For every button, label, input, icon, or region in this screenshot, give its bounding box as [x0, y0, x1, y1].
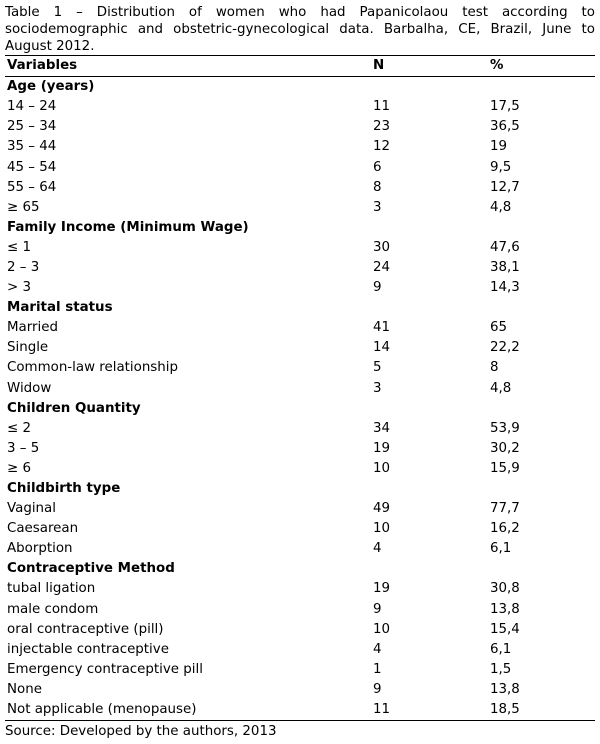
- row-n: 10: [373, 521, 391, 537]
- row-n: 24: [373, 259, 391, 275]
- row-n: 49: [373, 501, 391, 517]
- row-percent: 36,5: [490, 119, 520, 135]
- row-label: > 3: [7, 280, 31, 296]
- row-n: 14: [373, 340, 391, 356]
- row-percent: 30,2: [490, 440, 520, 456]
- table-row: [5, 660, 595, 680]
- group-header-row: [5, 399, 595, 419]
- header-variables: Variables: [7, 58, 78, 74]
- row-n: 10: [373, 460, 391, 476]
- table-row: [5, 157, 595, 177]
- row-percent: 15,9: [490, 460, 520, 476]
- row-percent: 77,7: [490, 501, 520, 517]
- table-row: [5, 238, 595, 258]
- row-n: 1: [373, 661, 382, 677]
- group-title: Contraceptive Method: [7, 561, 175, 577]
- table-row: [5, 338, 595, 358]
- table-row: [5, 579, 595, 599]
- row-n: 5: [373, 360, 382, 376]
- row-label: 35 – 44: [7, 139, 57, 155]
- row-n: 12: [373, 139, 391, 155]
- row-percent: 22,2: [490, 340, 520, 356]
- row-label: ≥ 65: [7, 199, 40, 215]
- table-row: [5, 519, 595, 539]
- row-label: Not applicable (menopause): [7, 702, 197, 718]
- row-label: Aborption: [7, 541, 73, 557]
- row-percent: 19: [490, 139, 508, 155]
- row-n: 9: [373, 681, 382, 697]
- row-percent: 6,1: [490, 641, 512, 657]
- row-percent: 65: [490, 320, 508, 336]
- group-title: Children Quantity: [7, 400, 141, 416]
- table-body: [5, 77, 595, 721]
- row-percent: 18,5: [490, 702, 520, 718]
- row-percent: 1,5: [490, 661, 512, 677]
- table-row: [5, 620, 595, 640]
- table-row: [5, 700, 595, 721]
- row-n: 9: [373, 601, 382, 617]
- table-source: Source: Developed by the authors, 2013: [5, 724, 277, 740]
- row-n: 11: [373, 99, 391, 115]
- table-row: [5, 97, 595, 117]
- row-label: 3 – 5: [7, 440, 40, 456]
- table-row: [5, 358, 595, 378]
- table-caption: Table 1 – Distribution of women who had Papanicolaou test according to sociodemographic and obstetric-gynecological data. Barbalha, CE, Brazil, June to August 2012.: [5, 5, 595, 54]
- row-label: Common-law relationship: [7, 360, 178, 376]
- table-row: [5, 258, 595, 278]
- table-row: [5, 640, 595, 660]
- table-row: [5, 178, 595, 198]
- row-n: 3: [373, 380, 382, 396]
- group-header-row: [5, 298, 595, 318]
- table-row: [5, 198, 595, 218]
- group-title: Age (years): [7, 79, 95, 95]
- row-label: tubal ligation: [7, 581, 96, 597]
- group-title: Marital status: [7, 300, 113, 316]
- header-n: N: [373, 58, 385, 74]
- row-percent: 15,4: [490, 621, 520, 637]
- table-row: [5, 379, 595, 399]
- table-header: [5, 56, 595, 77]
- row-label: Emergency contraceptive pill: [7, 661, 203, 677]
- table-row: [5, 680, 595, 700]
- row-n: 10: [373, 621, 391, 637]
- row-n: 19: [373, 581, 391, 597]
- row-percent: 17,5: [490, 99, 520, 115]
- group-header-row: [5, 77, 595, 98]
- table-row: [5, 278, 595, 298]
- row-percent: 13,8: [490, 681, 520, 697]
- row-label: oral contraceptive (pill): [7, 621, 164, 637]
- row-label: Married: [7, 320, 58, 336]
- table-row: [5, 439, 595, 459]
- row-n: 41: [373, 320, 391, 336]
- row-n: 19: [373, 440, 391, 456]
- table-row: [5, 600, 595, 620]
- table-row: [5, 117, 595, 137]
- table-row: [5, 419, 595, 439]
- row-label: 55 – 64: [7, 179, 57, 195]
- row-percent: 6,1: [490, 541, 512, 557]
- row-percent: 38,1: [490, 259, 520, 275]
- row-label: 2 – 3: [7, 259, 40, 275]
- row-percent: 30,8: [490, 581, 520, 597]
- group-title: Family Income (Minimum Wage): [7, 219, 249, 235]
- group-header-row: [5, 479, 595, 499]
- row-label: ≤ 1: [7, 239, 31, 255]
- table-row: [5, 539, 595, 559]
- header-row: [5, 56, 595, 77]
- row-percent: 14,3: [490, 280, 520, 296]
- row-percent: 53,9: [490, 420, 520, 436]
- table-row: [5, 137, 595, 157]
- row-n: 34: [373, 420, 391, 436]
- row-label: ≥ 6: [7, 460, 31, 476]
- row-n: 9: [373, 280, 382, 296]
- table-row: [5, 499, 595, 519]
- row-n: 30: [373, 239, 391, 255]
- row-label: 14 – 24: [7, 99, 57, 115]
- row-percent: 4,8: [490, 199, 512, 215]
- row-label: Widow: [7, 380, 52, 396]
- row-label: 45 – 54: [7, 159, 57, 175]
- row-percent: 13,8: [490, 601, 520, 617]
- table-row: [5, 459, 595, 479]
- row-label: male condom: [7, 601, 99, 617]
- row-label: None: [7, 681, 42, 697]
- row-percent: 8: [490, 360, 499, 376]
- row-n: 4: [373, 641, 382, 657]
- header-percent: %: [490, 58, 504, 74]
- row-percent: 47,6: [490, 239, 520, 255]
- row-percent: 4,8: [490, 380, 512, 396]
- row-label: ≤ 2: [7, 420, 31, 436]
- row-percent: 9,5: [490, 159, 512, 175]
- row-percent: 16,2: [490, 521, 520, 537]
- group-title: Childbirth type: [7, 481, 121, 497]
- group-header-row: [5, 218, 595, 238]
- data-table: [5, 55, 595, 721]
- row-label: Vaginal: [7, 501, 56, 517]
- row-n: 3: [373, 199, 382, 215]
- row-n: 6: [373, 159, 382, 175]
- row-label: injectable contraceptive: [7, 641, 169, 657]
- row-percent: 12,7: [490, 179, 520, 195]
- group-header-row: [5, 559, 595, 579]
- row-n: 11: [373, 702, 391, 718]
- row-label: Single: [7, 340, 49, 356]
- row-n: 23: [373, 119, 391, 135]
- row-label: 25 – 34: [7, 119, 57, 135]
- row-n: 4: [373, 541, 382, 557]
- row-label: Caesarean: [7, 521, 79, 537]
- table-row: [5, 318, 595, 338]
- row-n: 8: [373, 179, 382, 195]
